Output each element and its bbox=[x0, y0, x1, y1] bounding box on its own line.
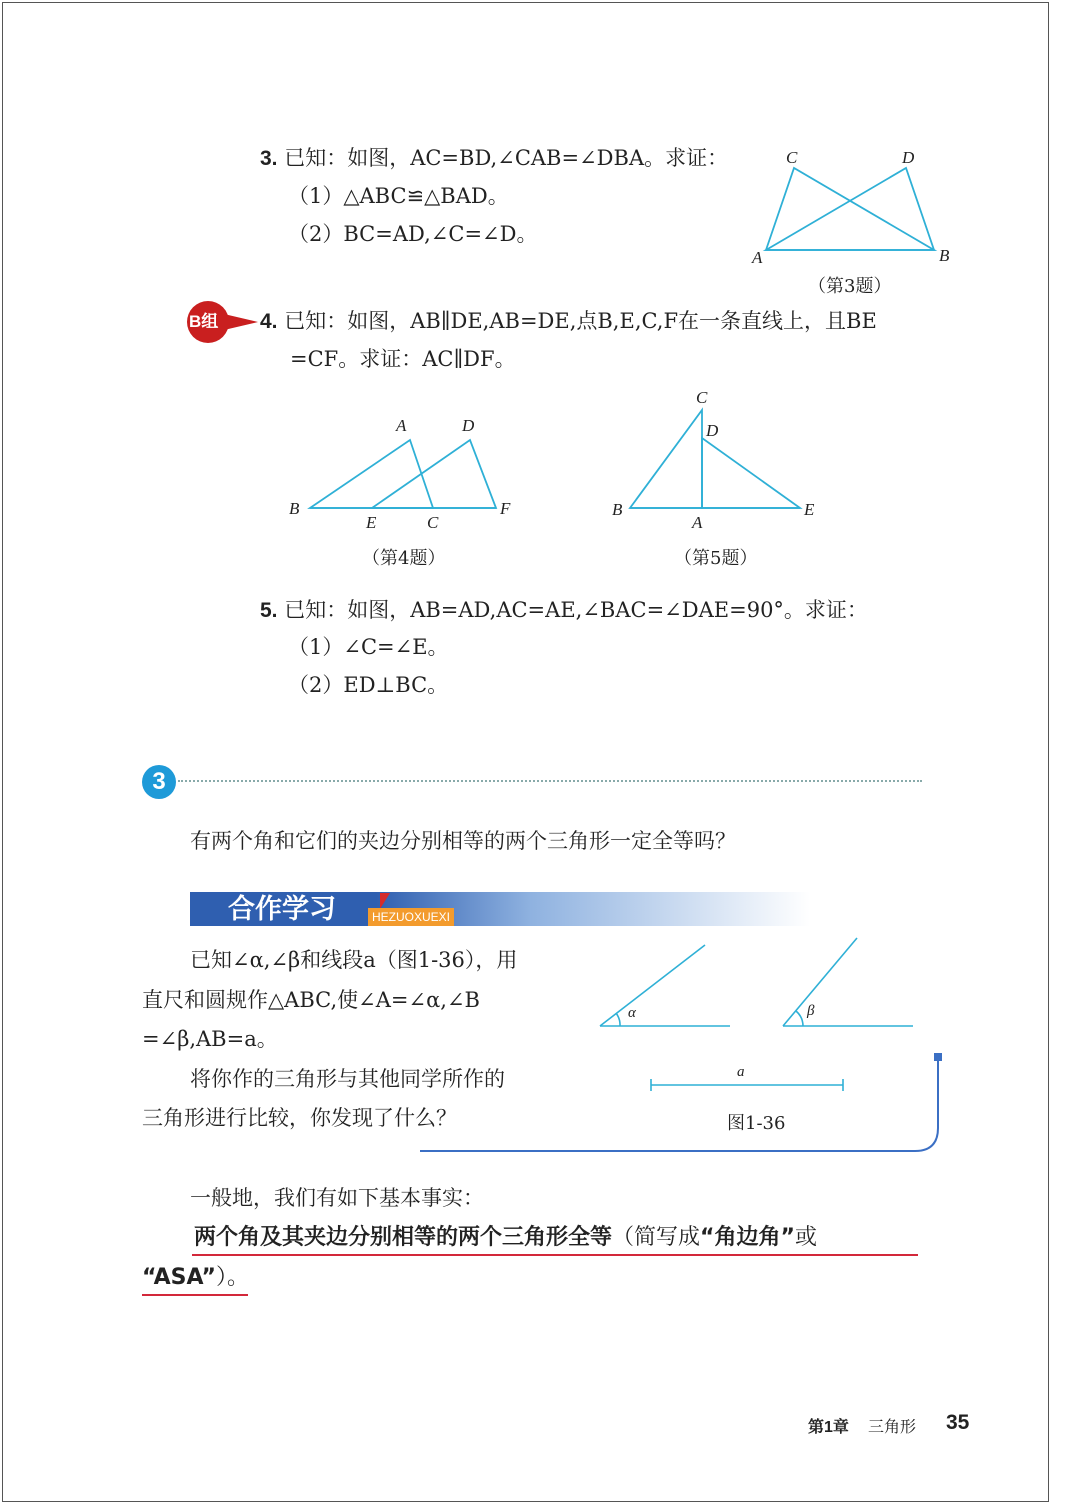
label-A: A bbox=[692, 513, 703, 532]
section-number-badge: 3 bbox=[142, 765, 176, 799]
b-group-badge: B组 bbox=[189, 312, 219, 331]
section-question: 有两个角和它们的夹边分别相等的两个三角形一定全等吗？ bbox=[190, 829, 736, 853]
angle-alpha-label: α bbox=[628, 1005, 636, 1021]
figure-problem-3 bbox=[766, 168, 934, 250]
fact-statement: 两个角及其夹边分别相等的两个三角形全等（简写成“角边角”或 bbox=[194, 1225, 817, 1250]
coop-para-1-line-1: 已知∠α,∠β和线段a（图1-36），用 bbox=[190, 948, 518, 972]
problem-5-part-2: （2）ED⊥BC。 bbox=[288, 673, 449, 697]
label-B: B bbox=[612, 500, 623, 519]
fact-intro: 一般地，我们有如下基本事实： bbox=[190, 1186, 484, 1210]
footer-chapter: 第1章 bbox=[808, 1419, 849, 1436]
caption-problem-3: （第3题） bbox=[808, 276, 892, 297]
footer-chapter-title: 三角形 bbox=[868, 1419, 917, 1436]
fact-underline-2 bbox=[142, 1294, 248, 1296]
label-F: F bbox=[500, 499, 511, 518]
coop-tag: HEZUOXUEXI bbox=[368, 908, 454, 926]
problem-5-stem: 5. 已知：如图，AB=AD,AC=AE,∠BAC=∠DAE=90°。求证： bbox=[260, 598, 868, 622]
figure-problem-4 bbox=[310, 440, 496, 508]
coop-para-2-line-2: 三角形进行比较，你发现了什么？ bbox=[142, 1106, 457, 1130]
problem-5-part-1: （1）∠C=∠E。 bbox=[288, 635, 449, 659]
coop-header-accent bbox=[380, 893, 390, 909]
fact-statement-cont: “ASA”）。 bbox=[142, 1265, 249, 1290]
label-C: C bbox=[786, 148, 798, 167]
problem-4-line-2: =CF。求证：AC∥DF。 bbox=[290, 347, 516, 371]
label-B: B bbox=[939, 246, 950, 265]
label-C: C bbox=[427, 513, 439, 532]
segment-a-label: a bbox=[737, 1064, 745, 1080]
coop-para-1-line-2: 直尺和圆规作△ABC,使∠A=∠α,∠B bbox=[142, 988, 480, 1012]
label-E: E bbox=[804, 500, 815, 519]
page-number: 35 bbox=[946, 1411, 970, 1434]
caption-figure-1-36: 图1-36 bbox=[727, 1113, 786, 1134]
problem-3-part-1: （1）△ABC≌△BAD。 bbox=[288, 184, 509, 208]
section-divider bbox=[178, 780, 922, 782]
figure-1-36 bbox=[600, 938, 913, 1091]
problem-4-line-1: 4. 已知：如图，AB∥DE,AB=DE,点B,E,C,F在一条直线上，且BE bbox=[260, 309, 877, 333]
caption-problem-5: （第5题） bbox=[674, 548, 758, 569]
label-E: E bbox=[366, 513, 377, 532]
caption-problem-4: （第4题） bbox=[362, 548, 446, 569]
label-D: D bbox=[706, 421, 719, 440]
label-D: D bbox=[902, 148, 915, 167]
label-D: D bbox=[462, 416, 475, 435]
label-B: B bbox=[289, 499, 300, 518]
coop-para-2-line-1: 将你作的三角形与其他同学所作的 bbox=[190, 1067, 505, 1091]
fact-underline-1 bbox=[192, 1254, 918, 1256]
coop-para-1-line-3: =∠β,AB=a。 bbox=[142, 1027, 278, 1051]
angle-beta-label: β bbox=[807, 1003, 815, 1019]
coop-title: 合作学习 bbox=[228, 894, 336, 924]
label-C: C bbox=[696, 388, 708, 407]
problem-3-stem: 3. 已知：如图，AC=BD,∠CAB=∠DBA。求证： bbox=[260, 146, 729, 170]
label-A: A bbox=[396, 416, 407, 435]
label-A: A bbox=[752, 248, 763, 267]
problem-3-part-2: （2）BC=AD,∠C=∠D。 bbox=[288, 222, 538, 246]
